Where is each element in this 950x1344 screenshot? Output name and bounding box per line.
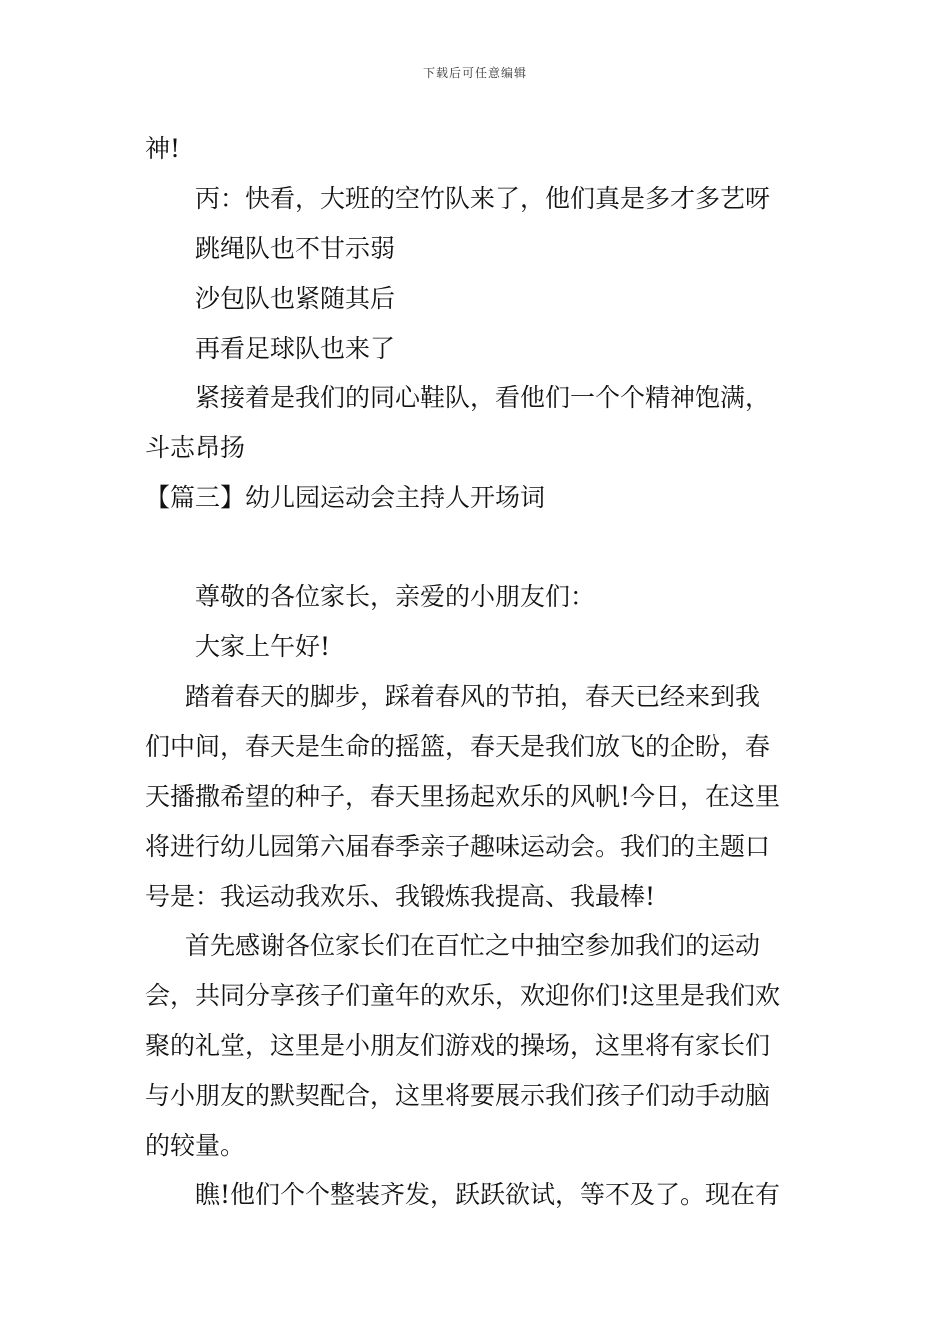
page-header: 下载后可任意编辑 [422,66,527,80]
text-line: 神! [145,134,181,163]
text-line: 会，共同分享孩子们童年的欢乐，欢迎你们!这里是我们欢 [145,981,781,1010]
text-line: 瞧!他们个个整装齐发，跃跃欲试，等不及了。现在有 [195,1180,781,1209]
text-line: 尊敬的各位家长，亲爱的小朋友们： [195,582,596,611]
text-line: 大家上午好! [195,632,331,661]
text-line: 再看足球队也来了 [195,334,396,363]
text-line: 跳绳队也不甘示弱 [195,234,396,263]
text-line: 天播撒希望的种子，春天里扬起欢乐的风帆!今日，在这里 [145,782,781,811]
section-heading: 【篇三】幼儿园运动会主持人开场词 [145,483,546,512]
text-line: 丙：快看，大班的空竹队来了，他们真是多才多艺呀 [195,184,771,213]
text-line: 紧接着是我们的同心鞋队，看他们一个个精神饱满， [195,383,771,412]
text-line: 与小朋友的默契配合，这里将要展示我们孩子们动手动脑 [145,1081,771,1110]
text-line: 们中间，春天是生命的摇篮，春天是我们放飞的企盼，春 [145,732,771,761]
text-line: 号是：我运动我欢乐、我锻炼我提高、我最棒! [145,882,656,911]
text-line: 的较量。 [145,1131,246,1160]
text-line: 首先感谢各位家长们在百忙之中抽空参加我们的运动 [185,931,761,960]
text-line: 将进行幼儿园第六届春季亲子趣味运动会。我们的主题口 [145,832,771,861]
text-line: 踏着春天的脚步，踩着春风的节拍，春天已经来到我 [185,682,761,711]
text-line: 聚的礼堂，这里是小朋友们游戏的操场，这里将有家长们 [145,1031,771,1060]
text-line: 斗志昂扬 [145,433,246,462]
text-line: 沙包队也紧随其后 [195,284,396,313]
